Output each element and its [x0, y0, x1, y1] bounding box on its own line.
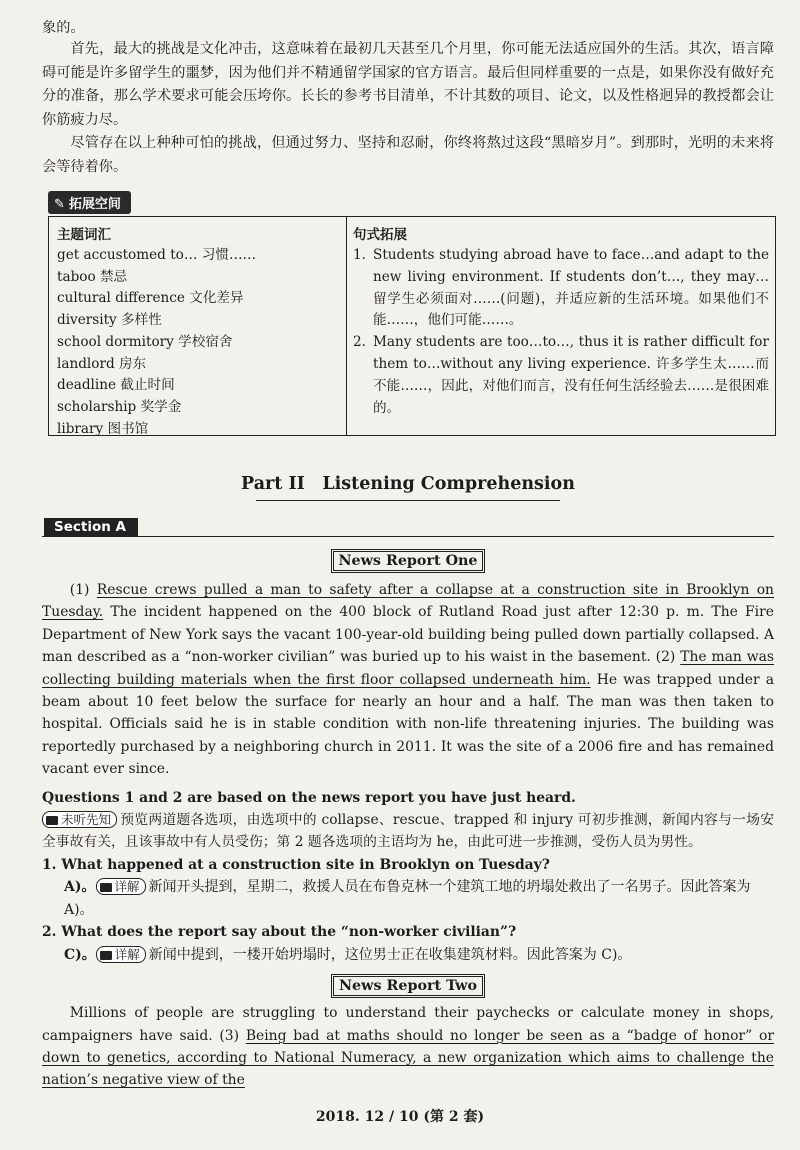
page-footer: 2018. 12 / 10 (第 2 套) [315, 1109, 485, 1125]
patterns-column [347, 217, 775, 435]
underlined-sentence-2: The man was collecting building materials when the first floor collapsed underneath him. [42, 649, 774, 688]
part-title-text: Part II Listening Comprehension [241, 474, 575, 494]
marker-3: (3) [219, 1027, 246, 1044]
pattern-item [353, 332, 769, 419]
pattern-item [353, 245, 769, 332]
intro-paragraph-1: 首先，最大的挑战是文化冲击，这意味着在最初几天甚至几个月里，你可能无法适应国外的生活。其次，语言障碍可能是许多留学生的噩梦，因为他们并不精通留学国家的官方语言。最后但同样重要的一点是，如果你没有做好充分的准备，那么学术要求可能会压垮你。长长的参考书目清单，不计其数的项目、论文，以及性格迥异的教授都会让你筋疲力尽。 [42, 41, 774, 128]
marker-2: (2) [655, 649, 681, 666]
preview-text: 预览两道题各选项，由选项中的 collapse、rescue、trapped 和 injury 可初步推测，新闻内容与一场安全事故有关，且该事故中有人员受伤；第 2 题各选项的主语均为 he，由此可进一步推测，受伤人员为男性。 [42, 811, 774, 851]
pattern-text: Many students are too…to…, thus it is rather difficult for them to…without any living experience. 许多学生太……而不能……，因此，对他们而言，没有任何生活经验去……是很困难的。 [373, 334, 769, 416]
marker-1: (1) [69, 582, 97, 598]
report-text: He was trapped under a beam about 10 feet below the surface for nearly an hour and a half. The man was then taken to hospital. Officials said he is in stable condition with non-life threatening injuries. The building was reportedly purchased by a neighboring church in 2011. It was the site of a 2006 fire and has remained vacant ever since. [42, 671, 774, 778]
explain-tag [96, 878, 146, 895]
extension-box [48, 216, 776, 436]
pattern-number: 1. [353, 247, 366, 263]
explain-text: 新闻开头提到，星期二，救援人员在布鲁克林一个建筑工地的坍塌处救出了一名男子。因此答案为 A)。 [64, 879, 751, 918]
intro-paragraph-2: 尽管存在以上种种可怕的挑战，但通过努力、坚持和忍耐，你终将熬过这段“黑暗岁月”。到那时，光明的未来将会等待着你。 [42, 135, 774, 175]
vocab-item: scholarship 奖学金 [57, 398, 182, 415]
vocab-item: landlord 房东 [57, 355, 147, 372]
vocab-column [49, 217, 347, 435]
section-label: Section A [44, 518, 138, 537]
vocab-item: taboo 禁忌 [57, 268, 128, 285]
extension-header-label: 拓展空间 [68, 197, 121, 212]
report-text: Millions of people are struggling to understand their paychecks or calculate money in shops, campaigners have said. [42, 1005, 774, 1044]
pencil-icon: ✎ [54, 197, 65, 212]
folder-icon [100, 883, 112, 892]
news-report-one-title: News Report One [333, 551, 483, 571]
folder-icon [100, 951, 112, 960]
pattern-text: Students studying abroad have to face…and adapt to the new living environment. If students don’t…, they may… 留学生必须面对……(问题)，并适应新的生活环境。如果他们不能……，他们可能……。 [373, 247, 769, 329]
news-report-two-title: News Report Two [333, 976, 483, 996]
news-report-two-text [42, 1002, 774, 1092]
preview-paragraph [42, 809, 774, 854]
question-1: 1. What happened at a construction site in Brooklyn on Tuesday? [42, 856, 550, 873]
news-report-one-text [42, 579, 774, 781]
preview-tag-label: 未听先知 [61, 811, 112, 827]
answer-1 [64, 876, 774, 921]
report-text: The incident happened on the 400 block of Rutland Road just after 12:30 p. m. The Fire Department of New York says the vacant 100-year-old building being pulled down partially collapsed. A man described as a “non-worker civilian” was buried up to his waist in the basement. [42, 604, 774, 666]
explain-tag-label: 详解 [114, 946, 140, 962]
page [0, 18, 800, 1150]
answer-letter: C)。 [64, 946, 96, 963]
part-title-underline [256, 500, 560, 502]
pattern-number: 2. [353, 334, 366, 351]
question-2: 2. What does the report say about the “non-worker civilian”? [42, 924, 517, 941]
vocab-item: diversity 多样性 [57, 312, 162, 329]
vocab-item: deadline 截止时间 [57, 377, 175, 394]
preview-tag [42, 811, 117, 828]
vocab-item: cultural difference 文化差异 [57, 290, 244, 307]
explain-text: 新闻中提到，一楼开始坍塌时，这位男士正在收集建筑材料。因此答案为 C)。 [148, 946, 632, 963]
section-bar [42, 517, 774, 537]
answer-2 [64, 944, 774, 967]
patterns-title: 句式拓展 [353, 227, 407, 243]
vocab-item: school dormitory 学校宿舍 [57, 333, 233, 350]
explain-tag [96, 946, 146, 963]
vocab-item: get accustomed to… 习惯…… [57, 247, 257, 263]
vocab-item: library 图书馆 [57, 420, 149, 437]
folder-icon [46, 816, 58, 825]
extension-header [48, 191, 131, 214]
part-title [42, 470, 774, 495]
answer-letter: A)。 [64, 879, 96, 896]
explain-tag-label: 详解 [114, 879, 140, 895]
vocab-title: 主题词汇 [57, 227, 111, 243]
questions-heading: Questions 1 and 2 are based on the news report you have just heard. [42, 789, 576, 806]
intro-fragment: 象的。 [42, 20, 85, 36]
underlined-sentence-3: Being bad at maths should no longer be seen as a “badge of honor” or down to genetics, according to National Numeracy, a new organization which aims to challenge the nation’s negative view of the [42, 1027, 775, 1089]
underlined-sentence-1: Rescue crews pulled a man to safety after a collapse at a construction site in Brooklyn on Tuesday. [42, 582, 775, 621]
